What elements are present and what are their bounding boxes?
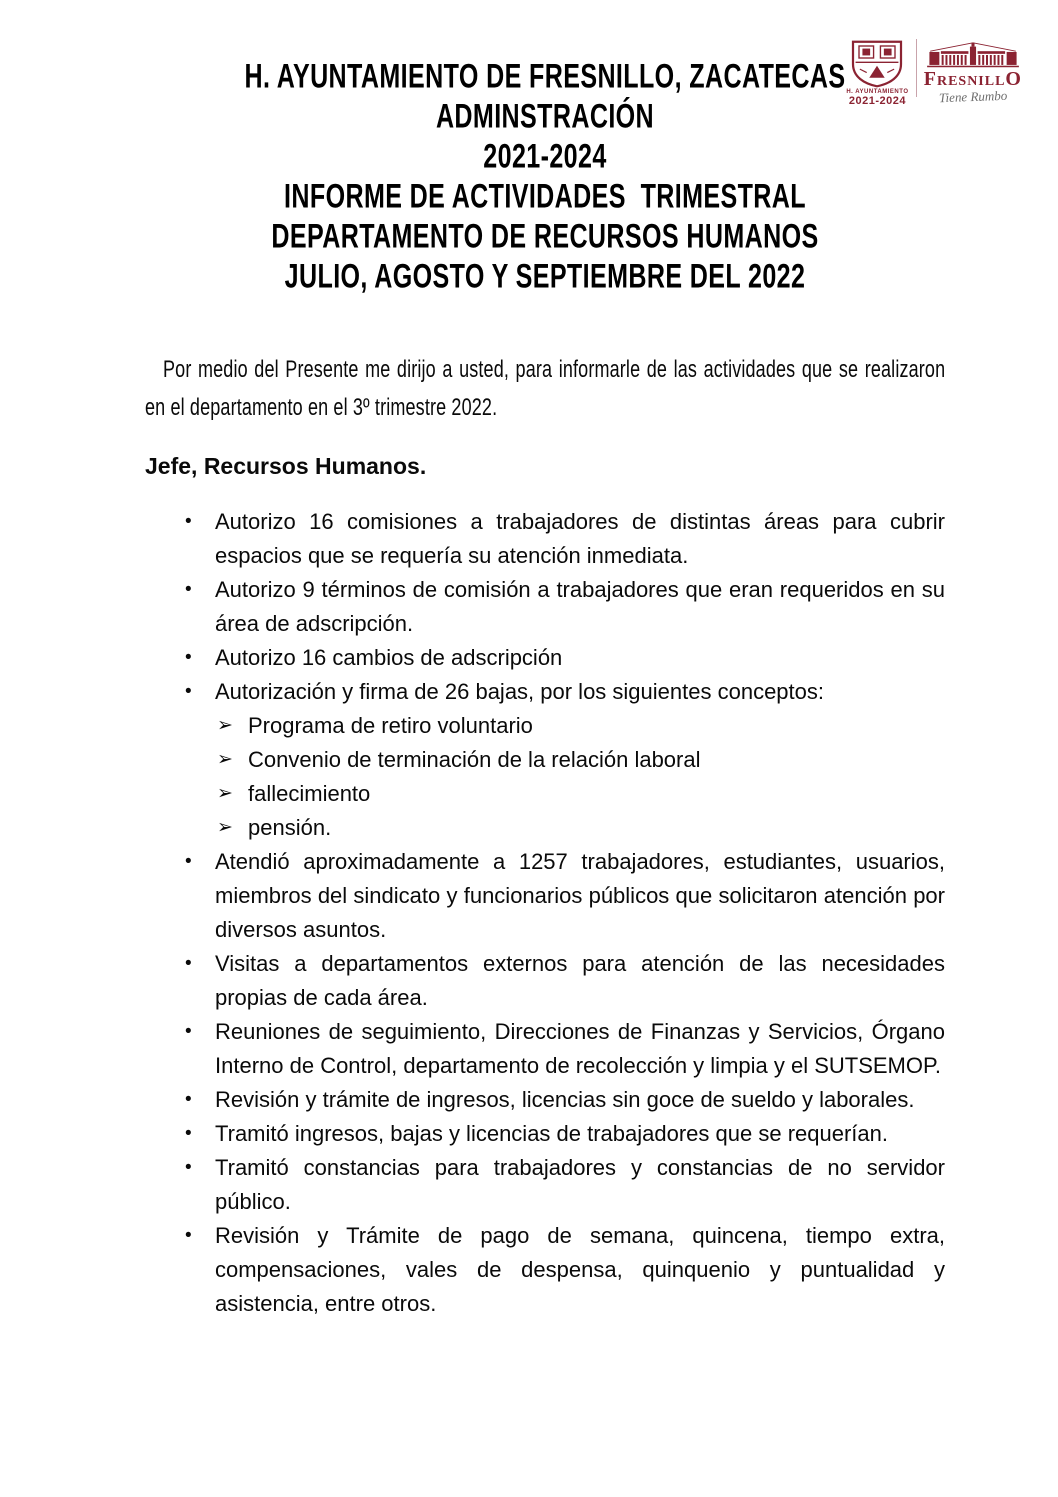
sub-list-item	[215, 777, 945, 811]
brand-block	[924, 42, 1022, 104]
arrow-bullet-icon: ➢	[217, 749, 233, 770]
header-line: 2021-2024	[483, 136, 607, 175]
sub-bullet-text: Programa de retiro voluntario	[248, 713, 533, 738]
arrow-bullet-icon: ➢	[217, 817, 233, 838]
list-item	[185, 573, 945, 641]
bullet-icon: •	[185, 1089, 192, 1110]
logo-divider	[916, 39, 917, 97]
list-item	[185, 675, 945, 845]
fresnillo-logo	[844, 36, 1022, 110]
sub-list	[215, 709, 945, 845]
list-item	[185, 1219, 945, 1321]
bullet-text: Reuniones de seguimiento, Direcciones de Finanzas y Servicios, Órgano Interno de Control, departamento de recolección y limpia y el SUTSEMOP.	[215, 1019, 945, 1078]
sub-bullet-text: Convenio de terminación de la relación laboral	[248, 747, 701, 772]
list-item	[185, 947, 945, 1015]
bullet-text: Revisión y trámite de ingresos, licencias sin goce de sueldo y laborales.	[215, 1087, 915, 1112]
activities-list	[185, 505, 945, 1321]
bullet-icon: •	[185, 1157, 192, 1178]
crest-caption: H. AYUNTAMIENTO	[846, 88, 909, 95]
section-heading: Jefe, Recursos Humanos.	[145, 453, 427, 479]
bullet-text: Revisión y Trámite de pago de semana, quincena, tiempo extra, compensaciones, vales de despensa, quinquenio y puntualidad y asistencia, entre otros.	[215, 1223, 945, 1316]
sub-list-item	[215, 811, 945, 845]
city-crest	[844, 40, 911, 107]
bullet-text: Autorizo 9 términos de comisión a trabajadores que eran requeridos en su área de adscripción.	[215, 577, 945, 636]
list-item	[185, 1015, 945, 1083]
sub-bullet-text: fallecimiento	[248, 781, 371, 806]
bullet-icon: •	[185, 681, 192, 702]
sub-bullet-text: pensión.	[248, 815, 332, 840]
bullet-icon: •	[185, 1123, 192, 1144]
bullet-icon: •	[185, 579, 192, 600]
bullet-text: Tramitó constancias para trabajadores y constancias de no servidor público.	[215, 1155, 945, 1214]
header-line: JULIO, AGOSTO Y SEPTIEMBRE DEL 2022	[284, 256, 806, 295]
bullet-icon: •	[185, 1021, 192, 1042]
bullet-icon: •	[185, 511, 192, 532]
bullet-text: Autorizo 16 comisiones a trabajadores de distintas áreas para cubrir espacios que se requería su atención inmediata.	[215, 509, 945, 568]
arrow-bullet-icon: ➢	[217, 783, 233, 804]
list-item	[185, 1151, 945, 1219]
bullet-text: Autorizo 16 cambios de adscripción	[215, 645, 563, 670]
fresnillo-wordmark: FresnillO	[923, 68, 1022, 90]
bullet-icon: •	[185, 851, 192, 872]
document-body	[0, 351, 1058, 1321]
bullet-text: Autorización y firma de 26 bajas, por los siguientes conceptos:	[215, 679, 824, 704]
list-item	[185, 1083, 945, 1117]
list-item	[185, 845, 945, 947]
header-line: DEPARTAMENTO DE RECURSOS HUMANOS	[271, 216, 819, 255]
list-item	[185, 505, 945, 573]
crest-icon	[849, 40, 905, 88]
sub-list-item	[215, 709, 945, 743]
bullet-icon: •	[185, 953, 192, 974]
sub-list-item	[215, 743, 945, 777]
intro-paragraph: Por medio del Presente me dirijo a usted, para informarle de las actividades que se realizaron en el departamento en el 3º trimestre 2022.	[145, 356, 946, 421]
list-item	[185, 641, 945, 675]
document-header	[145, 56, 945, 296]
header-line: ADMINSTRACIÓN	[435, 96, 655, 135]
bullet-text: Visitas a departamentos externos para atención de las necesidades propias de cada área.	[215, 951, 945, 1010]
crest-years: 2021-2024	[848, 94, 906, 107]
bullet-text: Tramitó ingresos, bajas y licencias de trabajadores que se requerían.	[215, 1121, 888, 1146]
header-line: H. AYUNTAMIENTO DE FRESNILLO, ZACATECAS	[244, 56, 846, 95]
tagline-script: Tiene Rumbo	[938, 87, 1008, 106]
bullet-text: Atendió aproximadamente a 1257 trabajadores, estudiantes, usuarios, miembros del sindicato y funcionarios públicos que solicitaron atención por diversos asuntos.	[215, 849, 945, 942]
list-item	[185, 1117, 945, 1151]
bullet-icon: •	[185, 647, 192, 668]
bullet-icon: •	[185, 1225, 192, 1246]
building-icon	[925, 42, 1021, 68]
header-line: INFORME DE ACTIVIDADES TRIMESTRAL	[284, 176, 806, 215]
arrow-bullet-icon: ➢	[217, 715, 233, 736]
